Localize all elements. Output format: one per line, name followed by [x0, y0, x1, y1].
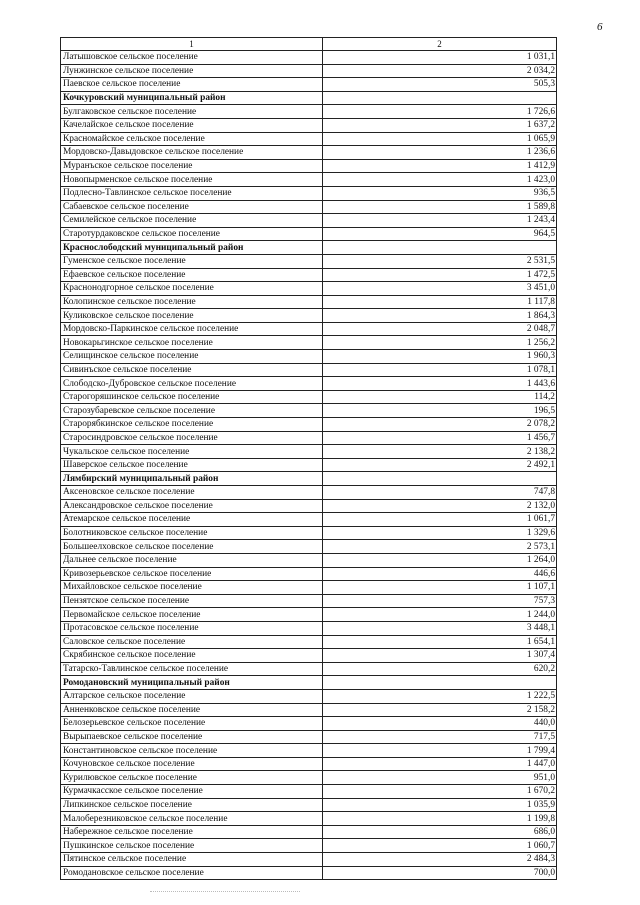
amount-cell: 1 078,1 [323, 363, 557, 377]
table-row [61, 254, 557, 268]
amount-cell: 1 117,8 [323, 295, 557, 309]
table-row [61, 390, 557, 404]
table-row [61, 798, 557, 812]
amount-cell: 1 264,0 [323, 553, 557, 567]
table-row [61, 567, 557, 581]
table-row [61, 703, 557, 717]
amount-cell: 1 236,6 [323, 146, 557, 160]
amount-cell: 2 078,2 [323, 418, 557, 432]
amount-cell: 1 244,0 [323, 608, 557, 622]
page-number: 6 [597, 21, 603, 33]
amount-cell: 951,0 [323, 771, 557, 785]
table-row [61, 78, 557, 92]
table-row [61, 730, 557, 744]
district-header-row [61, 676, 557, 690]
settlement-name-cell: Колопинское сельское поселение [61, 295, 323, 309]
table-row [61, 132, 557, 146]
table-row [61, 771, 557, 785]
table-row [61, 431, 557, 445]
district-name-cell: Краснослободский муниципальный район [61, 241, 323, 255]
amount-cell [323, 241, 557, 255]
table-row [61, 159, 557, 173]
amount-cell [323, 676, 557, 690]
table-row [61, 418, 557, 432]
amount-cell: 1 256,2 [323, 336, 557, 350]
district-header-row [61, 472, 557, 486]
settlement-name-cell: Пятинское сельское поселение [61, 853, 323, 867]
table-header-row [61, 38, 557, 51]
table-row [61, 458, 557, 472]
settlement-name-cell: Чукальское сельское поселение [61, 445, 323, 459]
settlement-name-cell: Ефаевское сельское поселение [61, 268, 323, 282]
amount-cell: 1 061,7 [323, 513, 557, 527]
settlement-name-cell: Латышовское сельское поселение [61, 51, 323, 65]
settlement-name-cell: Краснонодгорное сельское поселение [61, 282, 323, 296]
settlement-name-cell: Гуменское сельское поселение [61, 254, 323, 268]
table-row [61, 621, 557, 635]
amount-cell: 114,2 [323, 390, 557, 404]
table-row [61, 662, 557, 676]
settlement-name-cell: Старорябкинское сельское поселение [61, 418, 323, 432]
settlement-name-cell: Муранъское сельское поселение [61, 159, 323, 173]
table-row [61, 227, 557, 241]
settlement-name-cell: Михайловское сельское поселение [61, 581, 323, 595]
amount-cell: 446,6 [323, 567, 557, 581]
settlement-name-cell: Паевское сельское поселение [61, 78, 323, 92]
settlement-name-cell: Пензятское сельское поселение [61, 594, 323, 608]
table-row [61, 513, 557, 527]
amount-cell: 1 107,1 [323, 581, 557, 595]
amount-cell: 2 492,1 [323, 458, 557, 472]
table-row [61, 146, 557, 160]
amount-cell: 620,2 [323, 662, 557, 676]
amount-cell: 196,5 [323, 404, 557, 418]
amount-cell: 2 048,7 [323, 322, 557, 336]
amount-cell: 700,0 [323, 866, 557, 880]
amount-cell: 1 222,5 [323, 689, 557, 703]
column-header-1: 1 [61, 38, 323, 51]
settlement-name-cell: Новопырменское сельское поселение [61, 173, 323, 187]
settlement-name-cell: Малоберезниковское сельское поселение [61, 812, 323, 826]
amount-cell: 1 443,6 [323, 377, 557, 391]
table-row [61, 363, 557, 377]
amount-cell: 936,5 [323, 186, 557, 200]
settlement-name-cell: Набережное сельское поселение [61, 825, 323, 839]
settlement-name-cell: Семилейское сельское поселение [61, 214, 323, 228]
table-row [61, 717, 557, 731]
table-row [61, 64, 557, 78]
amount-cell: 1 472,5 [323, 268, 557, 282]
table-row [61, 581, 557, 595]
amount-cell: 2 531,5 [323, 254, 557, 268]
table-row [61, 594, 557, 608]
settlement-name-cell: Белозерьевское сельское поселение [61, 717, 323, 731]
table-row [61, 200, 557, 214]
table-row [61, 839, 557, 853]
settlement-name-cell: Мордовско-Паркинское сельское поселение [61, 322, 323, 336]
table-row [61, 785, 557, 799]
settlement-name-cell: Селищинское сельское поселение [61, 350, 323, 364]
table-row [61, 295, 557, 309]
table-row [61, 499, 557, 513]
amount-cell [323, 91, 557, 105]
settlement-name-cell: Вырыпаевское сельское поселение [61, 730, 323, 744]
table-row [61, 336, 557, 350]
table-row [61, 173, 557, 187]
amount-cell: 1 031,1 [323, 51, 557, 65]
amount-cell: 1 412,9 [323, 159, 557, 173]
table-row [61, 608, 557, 622]
settlement-name-cell: Пушкинское сельское поселение [61, 839, 323, 853]
settlement-name-cell: Константиновское сельское поселение [61, 744, 323, 758]
amount-cell: 964,5 [323, 227, 557, 241]
amount-cell: 1 589,8 [323, 200, 557, 214]
settlement-name-cell: Мордовско-Давыдовское сельское поселение [61, 146, 323, 160]
table-row [61, 540, 557, 554]
table-row [61, 866, 557, 880]
table-row [61, 186, 557, 200]
settlement-name-cell: Сивинъское сельское поселение [61, 363, 323, 377]
settlement-name-cell: Старосиндровское сельское поселение [61, 431, 323, 445]
amount-cell: 2 158,2 [323, 703, 557, 717]
settlement-name-cell: Протасовское сельское поселение [61, 621, 323, 635]
settlement-name-cell: Старотурдаковское сельское поселение [61, 227, 323, 241]
settlement-name-cell: Александровское сельское поселение [61, 499, 323, 513]
settlement-name-cell: Большеелховское сельское поселение [61, 540, 323, 554]
amount-cell: 3 448,1 [323, 621, 557, 635]
table-row [61, 635, 557, 649]
table-row [61, 350, 557, 364]
table-row [61, 526, 557, 540]
settlement-name-cell: Слободско-Дубровское сельское поселение [61, 377, 323, 391]
settlement-name-cell: Дальнее сельское поселение [61, 553, 323, 567]
settlement-name-cell: Болотниковское сельское поселение [61, 526, 323, 540]
amount-cell: 1 670,2 [323, 785, 557, 799]
amount-cell: 2 573,1 [323, 540, 557, 554]
table-row [61, 853, 557, 867]
settlement-name-cell: Кочуновское сельское поселение [61, 757, 323, 771]
amount-cell: 1 960,3 [323, 350, 557, 364]
amount-cell: 1 199,8 [323, 812, 557, 826]
settlement-name-cell: Ромодановское сельское поселение [61, 866, 323, 880]
settlement-name-cell: Анненковское сельское поселение [61, 703, 323, 717]
settlement-name-cell: Лунжинское сельское поселение [61, 64, 323, 78]
amount-cell: 505,3 [323, 78, 557, 92]
table-row [61, 118, 557, 132]
amount-cell [323, 472, 557, 486]
table-row [61, 309, 557, 323]
scan-artifact-line [150, 891, 300, 894]
settlement-name-cell: Старозубаревское сельское поселение [61, 404, 323, 418]
district-name-cell: Ромодановский муниципальный район [61, 676, 323, 690]
amount-cell: 757,3 [323, 594, 557, 608]
settlement-name-cell: Новокарьгинское сельское поселение [61, 336, 323, 350]
table-row [61, 268, 557, 282]
settlement-name-cell: Красномайское сельское поселение [61, 132, 323, 146]
settlement-name-cell: Саловское сельское поселение [61, 635, 323, 649]
table-row [61, 812, 557, 826]
table-row [61, 51, 557, 65]
amount-cell: 1 637,2 [323, 118, 557, 132]
settlement-name-cell: Скрябинское сельское поселение [61, 649, 323, 663]
table-row [61, 322, 557, 336]
amount-cell: 1 329,6 [323, 526, 557, 540]
district-header-row [61, 241, 557, 255]
settlement-name-cell: Куликовское сельское поселение [61, 309, 323, 323]
table-row [61, 282, 557, 296]
amount-cell: 1 065,9 [323, 132, 557, 146]
settlement-name-cell: Алтарское сельское поселение [61, 689, 323, 703]
table-row [61, 825, 557, 839]
amount-cell: 686,0 [323, 825, 557, 839]
amount-cell: 1 799,4 [323, 744, 557, 758]
settlement-name-cell: Шаверское сельское поселение [61, 458, 323, 472]
amount-cell: 1 035,9 [323, 798, 557, 812]
amount-cell: 1 447,0 [323, 757, 557, 771]
amount-cell: 2 138,2 [323, 445, 557, 459]
settlement-name-cell: Аксеновское сельское поселение [61, 486, 323, 500]
table-row [61, 553, 557, 567]
amount-cell: 1 307,4 [323, 649, 557, 663]
amount-cell: 1 654,1 [323, 635, 557, 649]
amount-cell: 1 243,4 [323, 214, 557, 228]
table-row [61, 214, 557, 228]
amount-cell: 717,5 [323, 730, 557, 744]
amount-cell: 3 451,0 [323, 282, 557, 296]
district-header-row [61, 91, 557, 105]
district-name-cell: Лямбирский муниципальный район [61, 472, 323, 486]
settlement-name-cell: Липкинское сельское поселение [61, 798, 323, 812]
amount-cell: 1 864,3 [323, 309, 557, 323]
settlement-name-cell: Курмачкасское сельское поселение [61, 785, 323, 799]
amount-cell: 1 060,7 [323, 839, 557, 853]
settlement-name-cell: Атемарское сельское поселение [61, 513, 323, 527]
amount-cell: 1 726,6 [323, 105, 557, 119]
settlement-name-cell: Качелайское сельское поселение [61, 118, 323, 132]
column-header-2: 2 [323, 38, 557, 51]
table-row [61, 757, 557, 771]
settlement-name-cell: Старогоряшинское сельское поселение [61, 390, 323, 404]
settlement-name-cell: Первомайское сельское поселение [61, 608, 323, 622]
table-row [61, 404, 557, 418]
table-row [61, 486, 557, 500]
table-row [61, 105, 557, 119]
amount-cell: 1 423,0 [323, 173, 557, 187]
table-body [61, 51, 557, 880]
amount-cell: 747,8 [323, 486, 557, 500]
settlement-name-cell: Сабаевское сельское поселение [61, 200, 323, 214]
settlement-name-cell: Кривозерьевское сельское поселение [61, 567, 323, 581]
settlement-name-cell: Булгаковское сельское поселение [61, 105, 323, 119]
district-name-cell: Кочкуровский муниципальный район [61, 91, 323, 105]
amount-cell: 2 132,0 [323, 499, 557, 513]
settlement-name-cell: Татарско-Тавлинское сельское поселение [61, 662, 323, 676]
table-row [61, 744, 557, 758]
amount-cell: 2 034,2 [323, 64, 557, 78]
amount-cell: 440,0 [323, 717, 557, 731]
table-row [61, 649, 557, 663]
table-row [61, 377, 557, 391]
amount-cell: 2 484,3 [323, 853, 557, 867]
amount-cell: 1 456,7 [323, 431, 557, 445]
table-row [61, 445, 557, 459]
table-row [61, 689, 557, 703]
settlement-name-cell: Подлесно-Тавлинское сельское поселение [61, 186, 323, 200]
settlement-name-cell: Курилювское сельское поселение [61, 771, 323, 785]
settlements-table [60, 37, 557, 880]
